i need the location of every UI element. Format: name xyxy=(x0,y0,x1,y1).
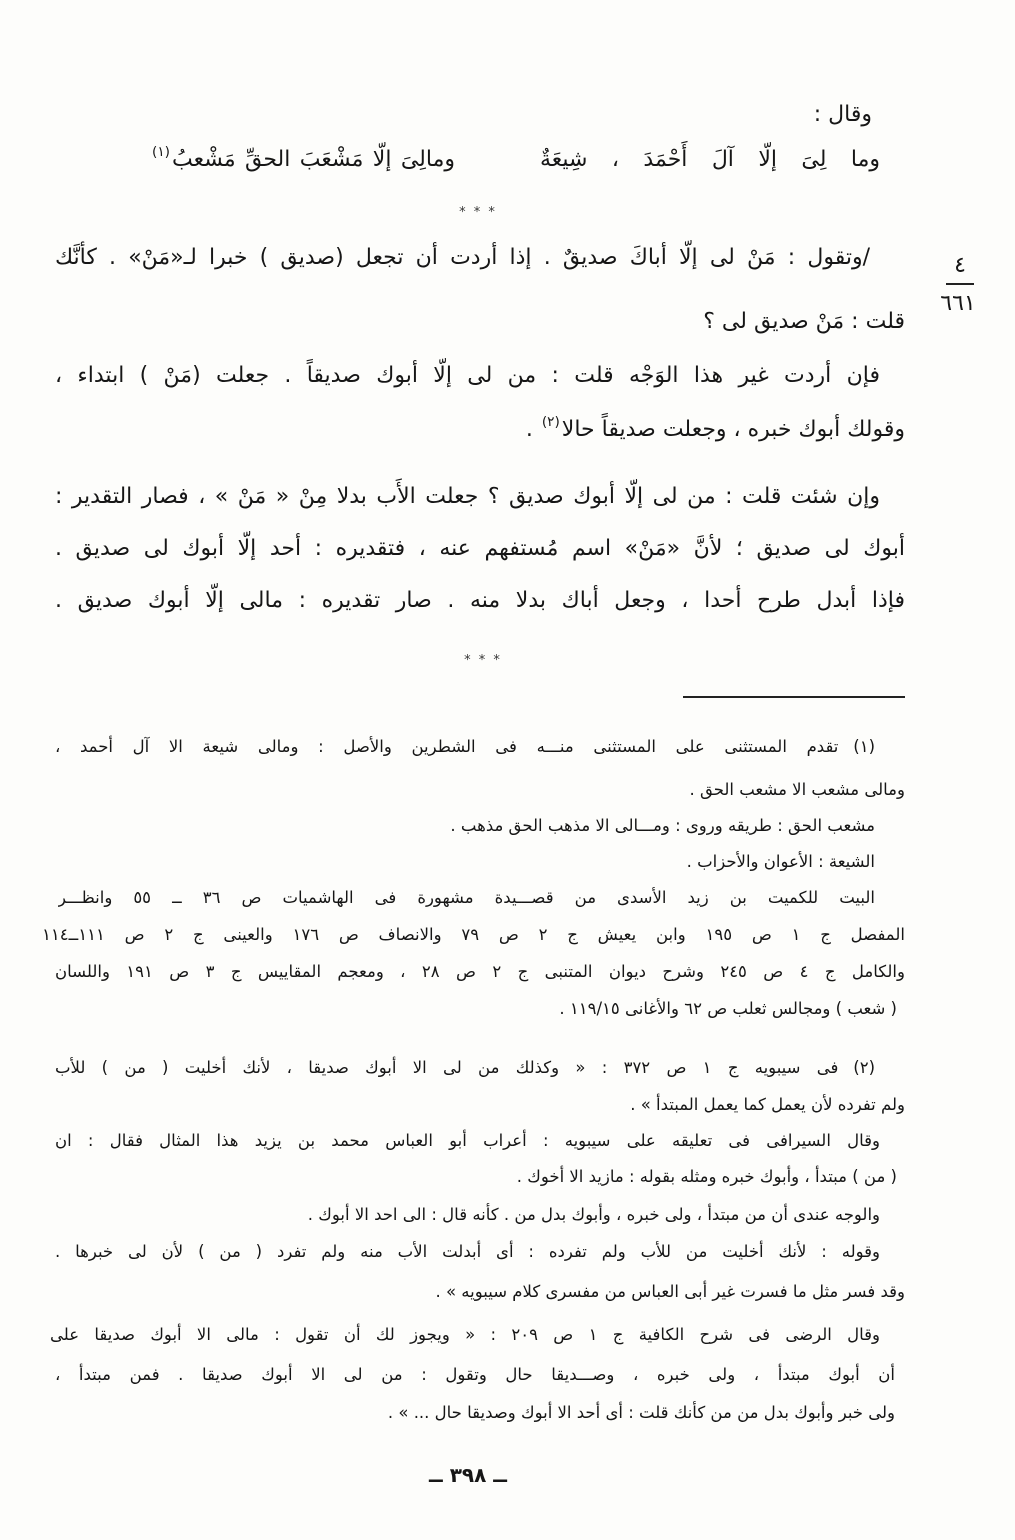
footnote-line: ( من ) مبتدأ ، وأبوك خبره ومثله بقوله : مازيد الا أخوك . xyxy=(516,1167,897,1186)
footnote-line: وقال الرضى فى شرح الكافية ج ١ ص ٢٠٩ : « ويجوز لك أن تقول : مالى الا أبوك صديقا على xyxy=(50,1325,880,1344)
section-separator: * * * xyxy=(459,205,497,220)
footnote-line: والوجه عندى أن من مبتدأ ، ولى خبره ، وأبوك بدل من . كأنه قال : الى احد الا أبوك . xyxy=(307,1205,880,1224)
footnote-line xyxy=(55,731,875,763)
footnote-line: الشيعة : الأعوان والأحزاب . xyxy=(686,852,875,871)
verse-hemistich-first: وما لِىَ إلّا آلَ أَحْمَدَ ، شِيعَةٌ xyxy=(540,147,880,172)
footnote-line: مشعب الحق : طريقه وروى : ومـــالى الا مذهب الحق مذهب . xyxy=(450,816,875,835)
footnote-text: تقدم المستثنى على المستثنى منـــه فى الشطرين والأصل : ومالى شيعة الا آل أحمد ، xyxy=(55,737,839,756)
footnote-ref-2: (٢) xyxy=(541,414,560,431)
footnote-number: (١) xyxy=(853,737,875,756)
body-line: وإن شئت قلت : من لى إلّا أبوك صديق ؟ جعلت الأَب بدلا مِنْ « مَنْ » ، فصار التقدير : xyxy=(55,484,880,509)
footnote-line: ومالى مشعب الا مشعب الحق . xyxy=(689,780,905,799)
footnote-line: وقوله : لأنك أخليت من للأب ولم تفرده : أى أبدلت الأب منه ولم تفرد ( من ) لأن لى خبرها . xyxy=(55,1242,880,1261)
footnote-line: وقد فسر مثل ما فسرت غير أبى العباس من مفسرى كلام سيبويه » . xyxy=(435,1282,905,1301)
section-separator: * * * xyxy=(464,653,502,668)
intro-line: وقال : xyxy=(813,102,872,127)
footnote-line: والكامل ج ٤ ص ٢٤٥ وشرح ديوان المتنبى ج ٢ ص ٢٨ ، ومعجم المقاييس ج ٣ ص ١٩١ واللسان xyxy=(55,962,905,981)
body-line: /وتقول : مَنْ لى إلّا أباكَ صديقٌ . إذا أردت أن تجعل (صديق ) خبرا لـ«مَنْ» . كأنَّك xyxy=(55,245,870,270)
footnote-divider xyxy=(683,696,905,698)
footnote-line: وقال السيرافى فى تعليقه على سيبويه : أعراب أبو العباس محمد بن يزيد هذا المثال فقال : ان xyxy=(55,1131,880,1150)
body-line: قلت : مَنْ صديق لى ؟ xyxy=(703,309,905,334)
footnote-line: أن أبوك مبتدأ ، ولى خبره ، وصـــديقا حال وتقول : من لى الا أبوك صديقا . فمن مبتدأ ، xyxy=(55,1365,895,1384)
footnote-ref-1: (١) xyxy=(152,144,170,161)
footnote-number: (٢) xyxy=(853,1058,875,1077)
body-line: أبوك لى صديق ؛ لأنَّ «مَنْ» اسم مُستفهم عنه ، فتقديره : أحد إلّا أبوك لى صديق . xyxy=(55,536,905,561)
body-line: فإذا أبدل طرح أحدا ، وجعل أباك بدلا منه . صار تقديره : مالى إلّا أبوك صديق . xyxy=(55,588,905,613)
footnote-line: ( شعب ) ومجالس ثعلب ص ٦٢ والأغانى ١١٩/١٥ . xyxy=(559,999,897,1018)
sentence-end: . xyxy=(525,417,533,442)
verse-hemistich-second-text: ومالِىَ إلّا مَشْعَبَ الحقِّ مَشْعبُ xyxy=(171,147,455,172)
footnote-line xyxy=(55,1052,875,1084)
footnote-line: المفصل ج ١ ص ١٩٥ وابن يعيش ج ٢ ص ٧٩ والانصاف ص ١٧٦ والعينى ج ٢ ص ١١١ــ١١٤ xyxy=(42,925,905,944)
footnote-line: ولم تفرده لأن يعمل كما يعمل المبتدأ » . xyxy=(630,1095,905,1114)
body-line: فإن أردت غير هذا الوَجْه قلت : من لى إلّا أبوك صديقاً . جعلت (مَنْ ) ابتداء ، xyxy=(55,363,880,388)
footnote-line: ولى خبر وأبوك بدل من من كأنك قلت : أى أحد الا أبوك وصديقا حال ... » . xyxy=(387,1403,895,1422)
margin-volume-number: ٤ xyxy=(954,253,966,278)
page-number: ــ ٣٩٨ ــ xyxy=(429,1463,507,1487)
body-line xyxy=(55,410,905,450)
footnote-line: البيت للكميت بن زيد الأسدى من قصـــيدة مشهورة فى الهاشميات ص ٣٦ ــ ٥٥ وانظـــر xyxy=(58,888,875,907)
verse-hemistich-second xyxy=(150,140,455,180)
margin-page-number: ٦٦١ xyxy=(940,291,976,316)
footnote-text: فى سيبويه ج ١ ص ٣٧٢ : « وكذلك من لى الا أبوك صديقا ، لأنك أخليت ( من ) للأب xyxy=(55,1058,839,1077)
body-line-text: وقولك أبوك خبره ، وجعلت صديقاً حالا xyxy=(561,417,905,442)
margin-divider xyxy=(946,283,974,285)
